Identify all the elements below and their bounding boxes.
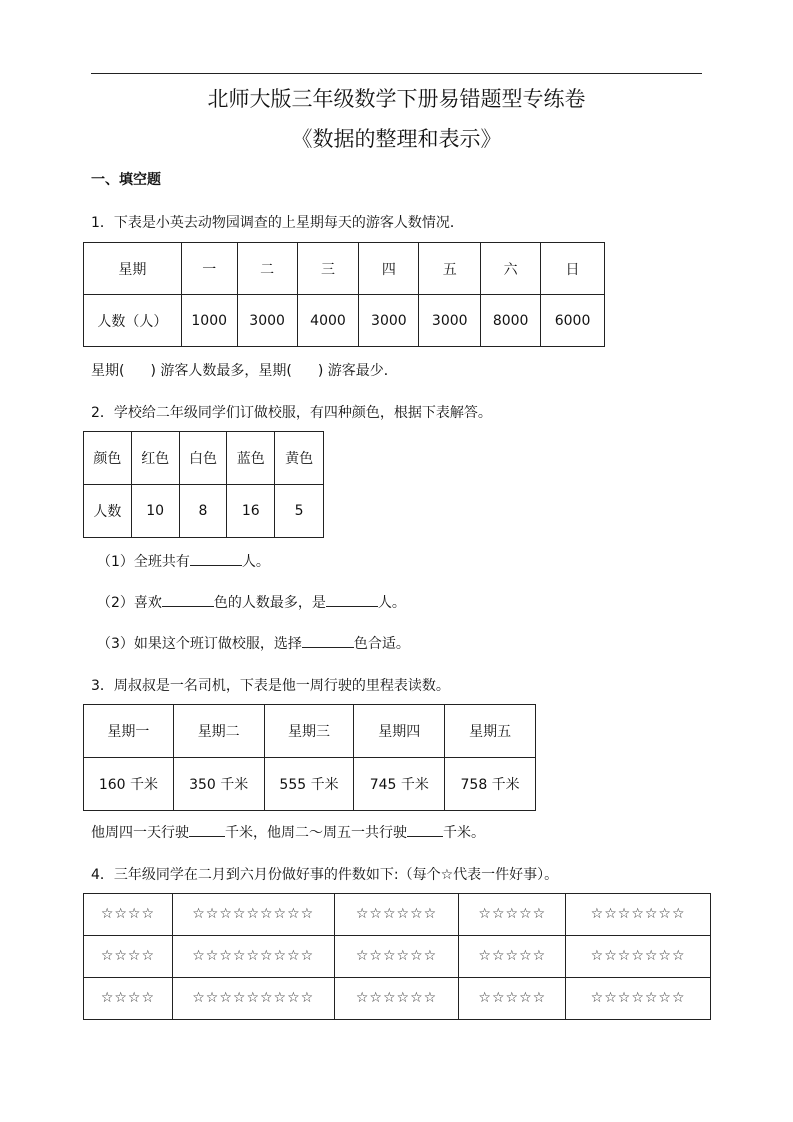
- star-cell: ☆☆☆☆☆: [459, 978, 566, 1020]
- page-subtitle: 《数据的整理和表示》: [291, 127, 502, 151]
- q2-count-cell: 10: [131, 485, 179, 538]
- q1-day-cell: 日: [541, 243, 605, 295]
- star-cell: ☆☆☆☆: [84, 936, 173, 978]
- q1-table: [83, 242, 605, 347]
- q2-color-cell: 蓝色: [227, 432, 275, 485]
- q3-fill-a: 他周四一天行驶: [91, 825, 189, 841]
- q1-count-cell: 1000: [181, 295, 237, 347]
- answer-blank[interactable]: [190, 553, 242, 566]
- answer-blank[interactable]: [302, 635, 354, 648]
- q2-sub3-a: （3）如果这个班订做校服，选择: [97, 636, 302, 652]
- star-cell: ☆☆☆☆☆☆☆: [566, 936, 711, 978]
- q1-count-cell: 6000: [541, 295, 605, 347]
- star-cell: ☆☆☆☆☆☆☆☆☆: [172, 894, 334, 936]
- q1-fill-line: [91, 360, 398, 380]
- q1-fill-b: ) 游客人数最多，星期(: [150, 363, 292, 379]
- q3-day-cell: 星期三: [264, 705, 354, 758]
- q1-text: 1．下表是小英去动物园调查的上星期每天的游客人数情况．: [91, 215, 464, 231]
- header-rule: [91, 73, 702, 74]
- q3-reading-cell: 745 千米: [354, 758, 445, 811]
- q4-star-table: [83, 893, 711, 1020]
- star-cell: ☆☆☆☆☆☆☆: [566, 978, 711, 1020]
- star-cell: ☆☆☆☆☆☆☆☆☆: [172, 978, 334, 1020]
- q3-day-cell: 星期二: [173, 705, 264, 758]
- q2-header-row: [84, 432, 324, 485]
- q2-sub2-a: （2）喜欢: [97, 595, 162, 611]
- q1-count-row: [84, 295, 605, 347]
- q3-reading-cell: 160 千米: [84, 758, 174, 811]
- q2-header-label: 颜色: [84, 432, 132, 485]
- q3-fill-b: 千米，他周二～周五一共行驶: [225, 825, 407, 841]
- q2-sub1-a: （1）全班共有: [97, 554, 190, 570]
- q2-color-cell: 红色: [131, 432, 179, 485]
- q1-day-cell: 二: [237, 243, 297, 295]
- q1-header-label: 星期: [84, 243, 182, 295]
- star-cell: ☆☆☆☆☆: [459, 894, 566, 936]
- star-cell: ☆☆☆☆☆☆: [334, 894, 459, 936]
- star-cell: ☆☆☆☆☆: [459, 936, 566, 978]
- q3-table: [83, 704, 536, 811]
- q2-row-label: 人数: [84, 485, 132, 538]
- q2-sub2-c: 人。: [377, 595, 406, 611]
- q2-table: [83, 431, 324, 538]
- q3-day-cell: 星期四: [354, 705, 445, 758]
- q2-sub2-b: 色的人数最多，是: [213, 595, 326, 611]
- q1-count-cell: 3000: [419, 295, 481, 347]
- q1-header-row: [84, 243, 605, 295]
- q1-row-label: 人数（人）: [84, 295, 182, 347]
- q3-fill-line: [91, 822, 485, 842]
- q2-count-cell: 8: [179, 485, 227, 538]
- answer-blank[interactable]: [162, 594, 214, 607]
- q3-reading-row: [84, 758, 536, 811]
- q2-sub1: [97, 551, 270, 571]
- q1-count-cell: 4000: [297, 295, 359, 347]
- answer-blank[interactable]: [407, 824, 443, 837]
- q3-reading-cell: 758 千米: [445, 758, 536, 811]
- q2-text: 2．学校给二年级同学们订做校服，有四种颜色，根据下表解答。: [91, 405, 492, 421]
- answer-blank[interactable]: [189, 824, 225, 837]
- q3-day-cell: 星期一: [84, 705, 174, 758]
- q1-day-cell: 五: [419, 243, 481, 295]
- star-cell: ☆☆☆☆☆☆☆☆☆: [172, 936, 334, 978]
- q2-count-cell: 5: [275, 485, 324, 538]
- q3-text: 3．周叔叔是一名司机，下表是他一周行驶的里程表读数。: [91, 678, 450, 694]
- q4-star-row: [84, 894, 711, 936]
- star-cell: ☆☆☆☆☆☆☆: [566, 894, 711, 936]
- q1-day-cell: 一: [181, 243, 237, 295]
- q1-fill-c: ) 游客最少．: [317, 363, 398, 379]
- q2-color-cell: 黄色: [275, 432, 324, 485]
- q2-sub3-b: 色合适。: [353, 636, 410, 652]
- q1-day-cell: 三: [297, 243, 359, 295]
- q1-day-cell: 四: [359, 243, 419, 295]
- q3-header-row: [84, 705, 536, 758]
- section-heading: 一、填空题: [91, 172, 161, 188]
- star-cell: ☆☆☆☆☆☆: [334, 936, 459, 978]
- q2-sub3: [97, 633, 410, 653]
- star-cell: ☆☆☆☆☆☆: [334, 978, 459, 1020]
- q1-count-cell: 3000: [237, 295, 297, 347]
- q1-count-cell: 3000: [359, 295, 419, 347]
- q4-star-row: [84, 936, 711, 978]
- q3-day-cell: 星期五: [445, 705, 536, 758]
- q4-star-row: [84, 978, 711, 1020]
- q2-color-cell: 白色: [179, 432, 227, 485]
- page-title: 北师大版三年级数学下册易错题型专练卷: [207, 87, 586, 111]
- q3-fill-c: 千米。: [443, 825, 485, 841]
- star-cell: ☆☆☆☆: [84, 894, 173, 936]
- q1-count-cell: 8000: [481, 295, 541, 347]
- answer-blank[interactable]: [326, 594, 378, 607]
- q3-reading-cell: 350 千米: [173, 758, 264, 811]
- q4-text: 4．三年级同学在二月到六月份做好事的件数如下:（每个☆代表一件好事）。: [91, 867, 559, 883]
- q2-sub1-b: 人。: [241, 554, 270, 570]
- q2-sub2: [97, 592, 406, 612]
- q2-count-row: [84, 485, 324, 538]
- q2-count-cell: 16: [227, 485, 275, 538]
- q1-fill-a: 星期(: [91, 363, 125, 379]
- q1-day-cell: 六: [481, 243, 541, 295]
- q3-reading-cell: 555 千米: [264, 758, 354, 811]
- star-cell: ☆☆☆☆: [84, 978, 173, 1020]
